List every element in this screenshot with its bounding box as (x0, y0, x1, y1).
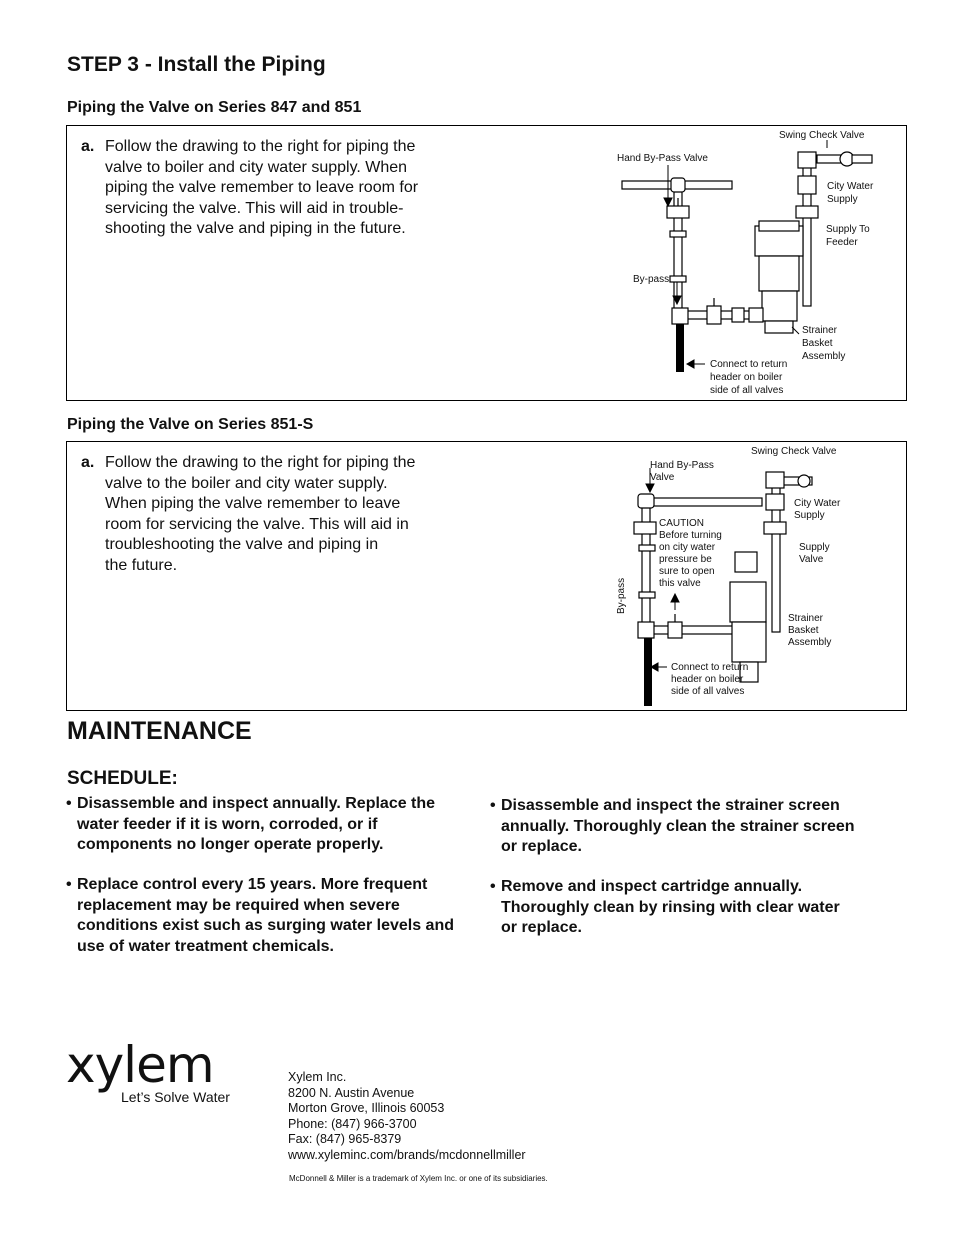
section1-line: valve to boiler and city water supply. When (105, 158, 408, 176)
label-city-water: City Water (827, 181, 874, 192)
label-supply-feeder: Supply To (826, 224, 870, 235)
section2-line: valve to the boiler and city water supply. (105, 474, 388, 492)
bullet-item (66, 875, 486, 965)
bullet-item (490, 877, 910, 947)
address-line: Morton Grove, Illinois 60053 (288, 1101, 445, 1116)
label-swing-check: Swing Check Valve (779, 130, 865, 141)
bullet-line: annually. Thoroughly clean the strainer screen (501, 817, 855, 835)
label-hand-bypass: Hand By-Pass (650, 460, 714, 471)
label-caution: CAUTION (659, 518, 704, 529)
section1-line: piping the valve remember to leave room for (105, 179, 419, 196)
label-hand-bypass: Valve (650, 472, 675, 483)
label-strainer: Assembly (788, 637, 832, 648)
section2-line: the future. (105, 556, 178, 574)
label-strainer: Basket (788, 625, 819, 636)
bullet-item (66, 794, 486, 864)
label-strainer: Strainer (802, 325, 838, 336)
bullet-line: Remove and inspect cartridge annually. (501, 878, 803, 895)
label-connect: side of all valves (671, 686, 745, 697)
section1-line: Follow the drawing to the right for piping the (105, 138, 416, 155)
bullet-line: Disassemble and inspect annually. Replace the (77, 795, 436, 812)
tagline: Let’s Solve Water (121, 1089, 230, 1105)
step-title: STEP 3 - Install the Piping (67, 53, 326, 76)
address-line: Phone: (847) 966-3700 (288, 1116, 417, 1131)
bullet-line: use of water treatment chemicals. (77, 937, 334, 955)
section2-line: troubleshooting the valve and piping in (105, 536, 379, 553)
bullet-line: Replace control every 15 years. More frequent (77, 876, 428, 893)
section1-paragraph (81, 137, 481, 247)
bullet-item (490, 796, 910, 866)
label-city-water: Supply (794, 510, 825, 521)
section1-box (66, 125, 907, 401)
address-line: Fax: (847) 965-8379 (288, 1132, 402, 1147)
section1-title: Piping the Valve on Series 847 and 851 (67, 99, 362, 116)
bullet-line: or replace. (501, 838, 582, 855)
address-line: Xylem Inc. (288, 1070, 347, 1084)
piping-diagram-851s (542, 442, 842, 710)
label-strainer: Assembly (802, 351, 846, 362)
label-connect: side of all valves (710, 385, 784, 396)
label-bypass: By-pass (633, 274, 670, 285)
maintenance-title: MAINTENANCE (67, 717, 252, 745)
bullet-dot: • (490, 797, 496, 814)
section2-title: Piping the Valve on Series 851-S (67, 416, 314, 433)
section2-line: room for servicing the valve. This will aid in (105, 515, 409, 533)
bullet-line: Disassemble and inspect the strainer screen (501, 797, 840, 814)
label-strainer: Basket (802, 338, 833, 349)
xylem-logo: xylem (66, 1036, 214, 1094)
label-caution: on city water (659, 542, 716, 553)
label-supply-feeder: Feeder (826, 237, 858, 248)
bullet-dot: • (490, 878, 496, 895)
section2-box (66, 441, 907, 711)
section2-text (105, 453, 415, 576)
label-connect: Connect to return (671, 662, 749, 673)
label-connect: Connect to return (710, 359, 788, 370)
section1-line: shooting the valve and piping in the future. (105, 220, 406, 237)
section2-line: When piping the valve remember to leave (105, 495, 401, 512)
label-caution: pressure be (659, 554, 712, 565)
label-caution: sure to open (659, 566, 715, 577)
section1-label: a. (81, 138, 95, 155)
section2-paragraph (81, 453, 481, 583)
schedule-title: SCHEDULE: (67, 768, 178, 789)
address-block (288, 1070, 526, 1164)
section2-label: a. (81, 454, 95, 471)
section1-text (105, 137, 418, 240)
label-connect: header on boiler (671, 674, 744, 685)
bullet-line: replacement may be required when severe (77, 896, 400, 914)
bullet-line: Thoroughly clean by rinsing with clear water (501, 898, 840, 916)
label-city-water: Supply (827, 194, 858, 205)
label-bypass: By-pass (616, 577, 627, 614)
bullet-line: water feeder if it is worn, corroded, or if (77, 815, 378, 833)
label-caution: this valve (659, 578, 701, 589)
bullet-dot: • (66, 876, 72, 893)
bullet-line: components no longer operate properly. (77, 836, 384, 853)
address-line: 8200 N. Austin Avenue (288, 1085, 415, 1100)
label-swing-check: Swing Check Valve (751, 446, 837, 457)
label-strainer: Strainer (788, 613, 824, 624)
bullet-line: conditions exist such as surging water levels and (77, 917, 454, 934)
trademark-note: McDonnell & Miller is a trademark of Xylem Inc. or one of its subsidiaries. (289, 1174, 548, 1183)
address-line: www.xyleminc.com/brands/mcdonnellmiller (288, 1147, 526, 1162)
label-city-water: City Water (794, 498, 841, 509)
label-hand-bypass: Hand By-Pass Valve (617, 153, 708, 164)
bullet-dot: • (66, 795, 72, 812)
label-supply-valve: Supply (799, 542, 830, 553)
label-caution: Before turning (659, 530, 722, 541)
label-connect: header on boiler (710, 372, 783, 383)
bullet-line: or replace. (501, 919, 582, 936)
piping-diagram-847-851 (537, 126, 905, 400)
section2-line: Follow the drawing to the right for piping the (105, 454, 416, 471)
section1-line: servicing the valve. This will aid in trouble- (105, 199, 404, 217)
label-supply-valve: Valve (799, 554, 824, 565)
